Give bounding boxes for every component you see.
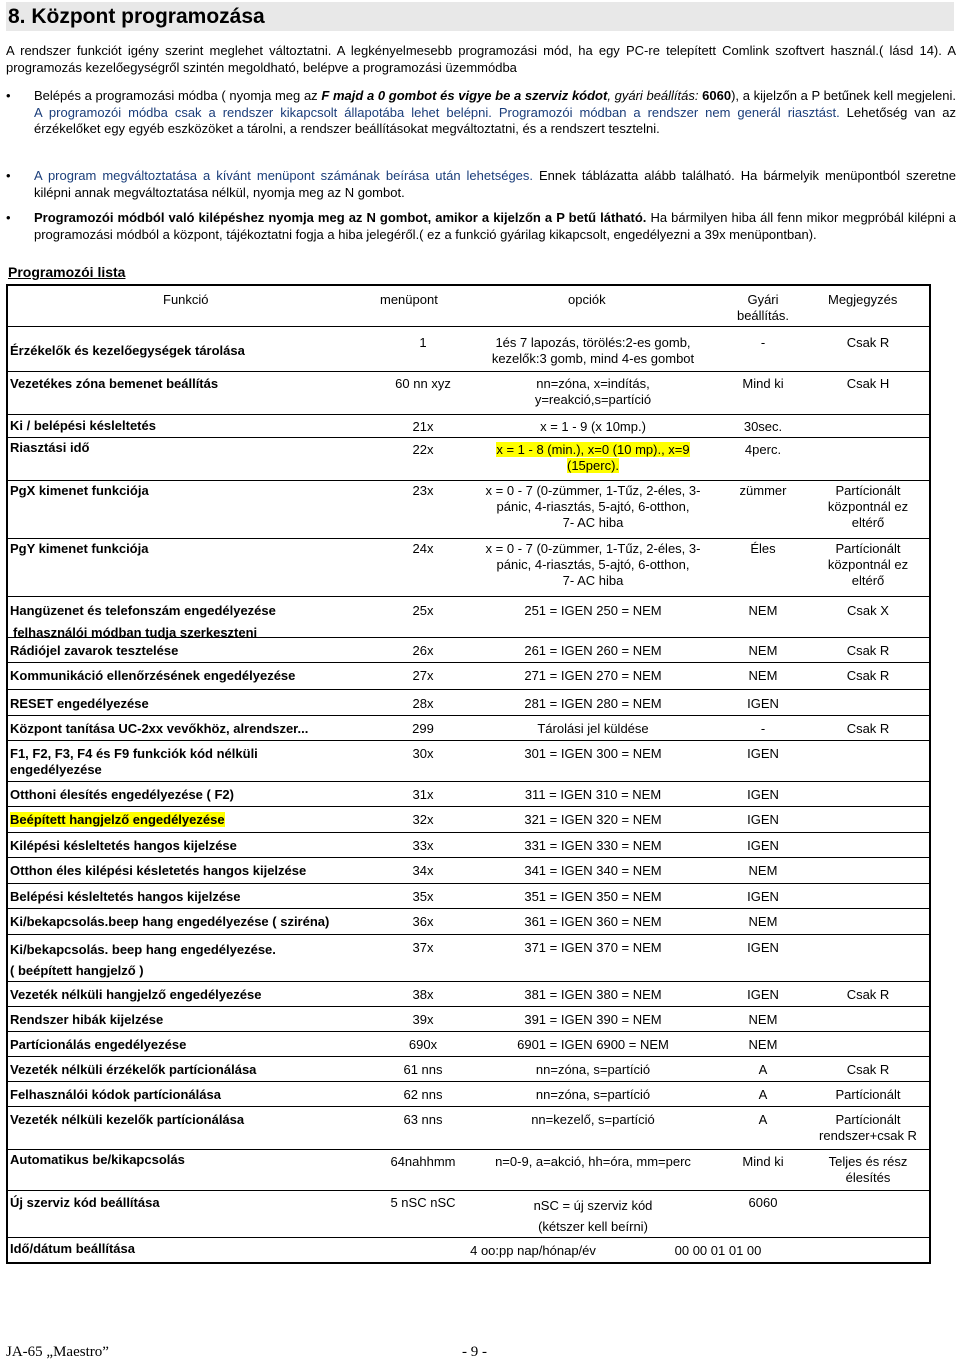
table-row: RESET engedélyezése 28x 281 = IGEN 280 = NEM IGEN [8, 690, 929, 716]
table-row: Riasztási idő 22x x = 1 - 8 (min.), x=0 (10 mp)., x=9 (15perc). 4perc. [8, 438, 929, 481]
bullet-icon: • [6, 88, 11, 103]
table-row: Partícionálás engedélyezése 690x 6901 = IGEN 6900 = NEM NEM [8, 1032, 929, 1057]
header-gyari: Gyári beállítás. [736, 292, 790, 323]
table-row: Kommunikáció ellenőrzésének engedélyezése 27x 271 = IGEN 270 = NEM NEM Csak R [8, 663, 929, 690]
table-row: Központ tanítása UC-2xx vevőkhöz, alrendszer... 299 Tárolási jel küldése - Csak R [8, 716, 929, 741]
header-megjegyzes: Megjegyzés [828, 292, 898, 307]
program-list-title: Programozói lista [8, 264, 126, 280]
table-row: Vezetékes zóna bemenet beállítás 60 nn xyz nn=zóna, x=indítás, y=reakció,s=partíció Mind ki Csak H [8, 372, 929, 415]
table-row: F1, F2, F3, F4 és F9 funkciók kód nélküli engedélyezése 30x 301 = IGEN 300 = NEM IGEN [8, 741, 929, 782]
table-row: PgY kimenet funkciója 24x x = 0 - 7 (0-zümmer, 1-Tűz, 2-éles, 3- pánic, 4-riasztás, 5-ajtó, 6-otthon, 7- AC hiba Éles Partícionált központnál ez eltérő [8, 539, 929, 597]
table-row: Idő/dátum beállítása 4 oo:pp nap/hónap/év 00 00 01 01 00 [10, 1241, 762, 1258]
table-row: Belépési késleltetés hangos kijelzése 35x 351 = IGEN 350 = NEM IGEN [8, 884, 929, 909]
section-heading: 8. Központ programozása [6, 2, 954, 31]
table-row: Vezeték nélküli kezelők partícionálása 63 nns nn=kezelő, s=partíció A Partícionált rendszer+csak R [8, 1107, 929, 1150]
intro-paragraph: A rendszer funkciót igény szerint meglehet változtatni. A legkényelmesebb programozási mód, ha egy PC-re telepített Comlink szoftvert használ.( lásd 14). A programozás kezelőegységről szintén megoldható, belépve a programozási üzemmódba [6, 43, 956, 75]
program-table [6, 284, 931, 1264]
table-row: Automatikus be/kikapcsolás 64nahhmm n=0-9, a=akció, hh=óra, mm=perc Mind ki Teljes és rész élesítés [8, 1150, 929, 1191]
table-row: Érzékelők és kezelőegységek tárolása 1 1és 7 lapozás, törölés:2-es gomb, kezelők:3 gomb, mind 4-es gombot - Csak R [8, 327, 929, 372]
table-row: Felhasználói kódok partícionálása 62 nns nn=zóna, s=partíció A Partícionált [8, 1082, 929, 1107]
table-row: Kilépési késleltetés hangos kijelzése 33x 331 = IGEN 330 = NEM IGEN [8, 833, 929, 858]
table-row: Hangüzenet és telefonszám engedélyezése felhasználói módban tudja szerkeszteni 25x 251 = IGEN 250 = NEM NEM Csak X [8, 597, 929, 638]
table-row: Beépített hangjelző engedélyezése 32x 321 = IGEN 320 = NEM IGEN [8, 807, 929, 833]
table-row: Ki / belépési késleltetés 21x x = 1 - 9 (x 10mp.) 30sec. [8, 415, 929, 438]
table-row: Ki/bekapcsolás.beep hang engedélyezése ( sziréna) 36x 361 = IGEN 360 = NEM NEM [8, 909, 929, 935]
table-row: PgX kimenet funkciója 23x x = 0 - 7 (0-zümmer, 1-Tűz, 2-éles, 3- pánic, 4-riasztás, 5-ajtó, 6-otthon, 7- AC hiba zümmer Partícionált központnál ez eltérő [8, 481, 929, 539]
header-funkcio: Funkció [163, 292, 209, 307]
bullet-change-program: • A program megváltoztatása a kívánt menüpont számának beírása után lehetséges. Ennek táblázatta alább található. Ha bármelyik menüpontból szeretne kilépni annak megváltoztatása nélkül, nyomja meg az N gombot. [6, 168, 956, 200]
bullet-enter-program-mode: • Belépés a programozási módba ( nyomja meg az F majd a 0 gombot és vigye be a szerviz kódot, gyári beállítás: 6060), a kijelzőn a P betűnek kell megjeleni. A programozói módba csak a rendszer kikapcsolt állapotába lehet belépni. Programozói módban a rendszer nem generál riasztást. Lehetőség van az érzékelőket egy egyéb eszközöket a tárolni, a rendszer beállításokat megváltoztatni, és a rendszert tesztelni. [6, 88, 957, 136]
header-menupont: menüpont [380, 292, 438, 307]
table-header [8, 286, 929, 327]
table-row: Rendszer hibák kijelzése 39x 391 = IGEN 390 = NEM NEM [8, 1007, 929, 1032]
table-row: Otthon éles kilépési késletetés hangos kijelzése 34x 341 = IGEN 340 = NEM NEM [8, 858, 929, 884]
table-row: Vezeték nélküli érzékelők partícionálása 61 nns nn=zóna, s=partíció A Csak R [8, 1057, 929, 1082]
bullet-exit-program-mode: • Programozói módból való kilépéshez nyomja meg az N gombot, amikor a kijelzőn a P betű látható. Ha bármilyen hiba áll fenn mikor megpróbál kilépni a programozási módból a központ, tájékoztatni fogja a hiba jelegéről.( ez a funkció gyárilag kikapcsolt, engedélyezni a 39x menüpontban). [6, 210, 957, 242]
table-row: Új szerviz kód beállítása 5 nSC nSC nSC = új szerviz kód (kétszer kell beírni) 6060 [8, 1191, 929, 1238]
footer-product: JA-65 „Maestro” [6, 1344, 109, 1360]
header-opciok: opciók [568, 292, 606, 307]
table-row: Rádiójel zavarok tesztelése 26x 261 = IGEN 260 = NEM NEM Csak R [8, 638, 929, 663]
bullet-icon: • [6, 210, 11, 225]
footer-page-number: - 9 - [462, 1344, 487, 1360]
table-row: Otthoni élesítés engedélyezése ( F2) 31x 311 = IGEN 310 = NEM IGEN [8, 782, 929, 807]
table-row: Vezeték nélküli hangjelző engedélyezése 38x 381 = IGEN 380 = NEM IGEN Csak R [8, 982, 929, 1007]
table-row: Ki/bekapcsolás. beep hang engedélyezése. ( beépített hangjelző ) 37x 371 = IGEN 370 = NEM IGEN [8, 935, 929, 982]
bullet-icon: • [6, 168, 11, 183]
